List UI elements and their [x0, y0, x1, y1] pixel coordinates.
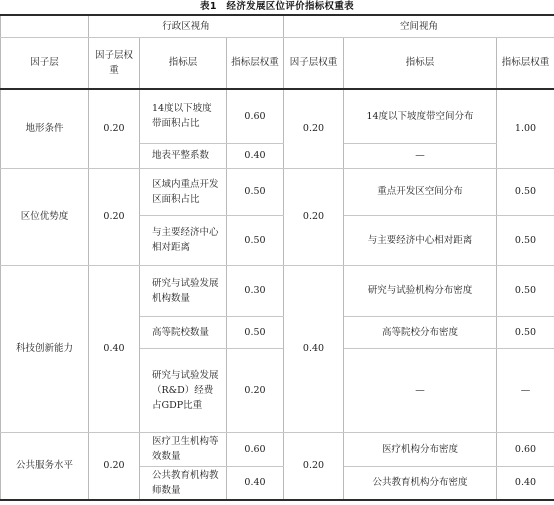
admin-indicator-weight-cell: 0.20 — [227, 348, 284, 432]
space-indicator-weight-cell: 0.60 — [497, 432, 554, 466]
admin-indicator-cell: 研究与试验发展机构数量 — [140, 265, 227, 316]
space-factor-weight-cell: 0.20 — [284, 89, 344, 168]
table-row — [1, 265, 554, 316]
header-indicator-weight-space: 指标层权重 — [497, 37, 554, 89]
header-blank — [1, 15, 89, 37]
space-factor-weight-cell: 0.40 — [284, 265, 344, 432]
space-indicator-weight-cell: 0.50 — [497, 215, 554, 265]
space-indicator-weight-cell: 0.40 — [497, 466, 554, 500]
admin-indicator-cell: 地表平整系数 — [140, 143, 227, 168]
admin-indicator-cell: 公共教育机构教师数量 — [140, 466, 227, 500]
factor-cell: 科技创新能力 — [1, 265, 89, 432]
header-admin-view: 行政区视角 — [89, 15, 284, 37]
header-indicator-space: 指标层 — [344, 37, 497, 89]
space-indicator-weight-cell: 0.50 — [497, 168, 554, 215]
table-row — [1, 432, 554, 466]
space-indicator-weight-cell: 0.50 — [497, 265, 554, 316]
table-row — [1, 89, 554, 143]
factor-cell: 公共服务水平 — [1, 432, 89, 500]
space-indicator-weight-cell: — — [497, 348, 554, 432]
header-indicator-weight-admin: 指标层权重 — [227, 37, 284, 89]
header-factor-weight: 因子层权重 — [89, 37, 140, 89]
space-indicator-cell: — — [344, 348, 497, 432]
header-indicator-admin: 指标层 — [140, 37, 227, 89]
admin-indicator-cell: 14度以下坡度带面积占比 — [140, 89, 227, 143]
admin-indicator-cell: 区域内重点开发区面积占比 — [140, 168, 227, 215]
space-indicator-weight-cell: 0.50 — [497, 316, 554, 348]
table-row — [1, 168, 554, 215]
space-factor-weight-cell: 0.20 — [284, 432, 344, 500]
space-indicator-cell: 公共教育机构分布密度 — [344, 466, 497, 500]
header-space-view: 空间视角 — [284, 15, 554, 37]
admin-indicator-weight-cell: 0.40 — [227, 466, 284, 500]
table-caption: 表1 经济发展区位评价指标权重表 — [200, 1, 354, 12]
space-indicator-cell: 与主要经济中心相对距离 — [344, 215, 497, 265]
header-factor-weight-space: 因子层权重 — [284, 37, 344, 89]
factor-weight-cell: 0.40 — [89, 265, 140, 432]
space-factor-weight-cell: 0.20 — [284, 168, 344, 265]
space-indicator-weight-cell: 1.00 — [497, 89, 554, 168]
admin-indicator-weight-cell: 0.50 — [227, 168, 284, 215]
factor-cell: 地形条件 — [1, 89, 89, 168]
admin-indicator-weight-cell: 0.40 — [227, 143, 284, 168]
factor-weight-cell: 0.20 — [89, 432, 140, 500]
admin-indicator-weight-cell: 0.60 — [227, 432, 284, 466]
factor-weight-cell: 0.20 — [89, 89, 140, 168]
header-factor: 因子层 — [1, 37, 89, 89]
space-indicator-cell: 高等院校分布密度 — [344, 316, 497, 348]
space-indicator-cell: 医疗机构分布密度 — [344, 432, 497, 466]
space-indicator-cell: 重点开发区空间分布 — [344, 168, 497, 215]
weight-table — [0, 14, 554, 501]
factor-weight-cell: 0.20 — [89, 168, 140, 265]
admin-indicator-cell: 医疗卫生机构等效数量 — [140, 432, 227, 466]
admin-indicator-weight-cell: 0.60 — [227, 89, 284, 143]
space-indicator-cell: — — [344, 143, 497, 168]
admin-indicator-cell: 研究与试验发展（R&D）经费占GDP比重 — [140, 348, 227, 432]
admin-indicator-cell: 高等院校数量 — [140, 316, 227, 348]
admin-indicator-cell: 与主要经济中心相对距离 — [140, 215, 227, 265]
admin-indicator-weight-cell: 0.30 — [227, 265, 284, 316]
factor-cell: 区位优势度 — [1, 168, 89, 265]
admin-indicator-weight-cell: 0.50 — [227, 215, 284, 265]
admin-indicator-weight-cell: 0.50 — [227, 316, 284, 348]
space-indicator-cell: 14度以下坡度带空间分布 — [344, 89, 497, 143]
space-indicator-cell: 研究与试验机构分布密度 — [344, 265, 497, 316]
